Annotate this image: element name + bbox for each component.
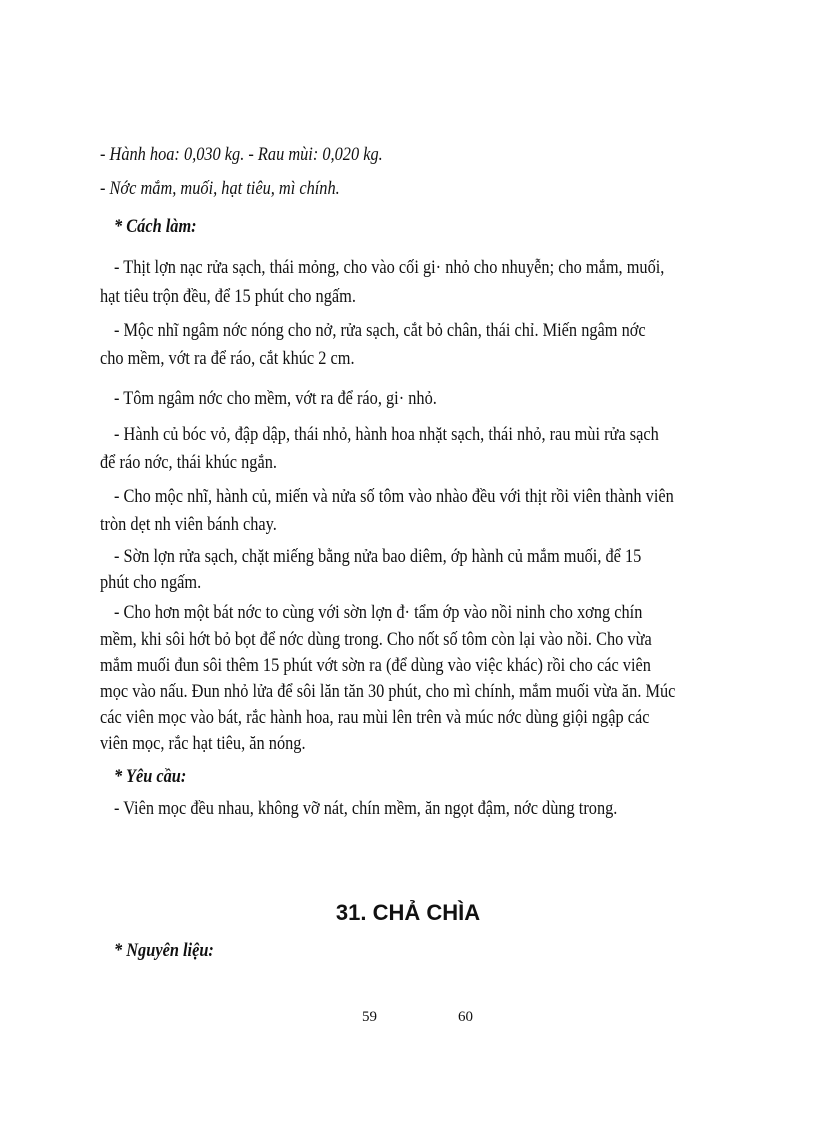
paragraph-line: viên mọc, rắc hạt tiêu, ăn nóng. — [100, 733, 306, 754]
ingredient-line-nuoc-mam: - Nớc mắm, muối, hạt tiêu, mì chính. — [100, 178, 340, 199]
paragraph-line: - Cho mộc nhĩ, hành củ, miến và nửa số tôm vào nhào đều với thịt rồi viên thành viên — [114, 486, 674, 507]
recipe-title: 31. CHẢ CHÌA — [335, 900, 481, 925]
paragraph-line: hạt tiêu trộn đều, để 15 phút cho ngấm. — [100, 286, 356, 307]
paragraph-line: - Hành củ bóc vỏ, đập dập, thái nhỏ, hành hoa nhặt sạch, thái nhỏ, rau mùi rửa sạch — [114, 424, 659, 445]
paragraph-line: phút cho ngấm. — [100, 572, 202, 593]
paragraph-line: để ráo nớc, thái khúc ngắn. — [100, 452, 277, 473]
paragraph-line: mắm muối đun sôi thêm 15 phút vớt sờn ra (để dùng vào việc khác) rồi cho các viên — [100, 655, 651, 676]
paragraph-line: cho mềm, vớt ra để ráo, cắt khúc 2 cm. — [100, 348, 355, 369]
paragraph-line: - Viên mọc đều nhau, không vỡ nát, chín mềm, ăn ngọt đậm, nớc dùng trong. — [114, 798, 618, 819]
paragraph-line: - Cho hơn một bát nớc to cùng với sờn lợn đ· tẩm ớp vào nồi ninh cho xơng chín — [114, 602, 643, 623]
paragraph-line: - Tôm ngâm nớc cho mềm, vớt ra để ráo, gi· nhỏ. — [114, 388, 437, 409]
paragraph-line: các viên mọc vào bát, rắc hành hoa, rau mùi lên trên và múc nớc dùng giội ngập các — [100, 707, 650, 728]
section-heading-cach-lam: * Cách làm: — [114, 216, 197, 237]
section-heading-nguyen-lieu: * Nguyên liệu: — [114, 940, 214, 961]
paragraph-line: mềm, khi sôi hớt bỏ bọt để nớc dùng trong. Cho nốt số tôm còn lại vào nồi. Cho vừa — [100, 629, 652, 650]
paragraph-line: tròn dẹt nh viên bánh chay. — [100, 514, 277, 535]
paragraph-line: - Mộc nhĩ ngâm nớc nóng cho nở, rửa sạch, cắt bỏ chân, thái chỉ. Miến ngâm nớc — [114, 320, 646, 341]
paragraph-line: - Sờn lợn rửa sạch, chặt miếng bằng nửa bao diêm, ớp hành củ mắm muối, để 15 — [114, 546, 642, 567]
paragraph-line: mọc vào nấu. Đun nhỏ lửa để sôi lăn tăn 30 phút, cho mì chính, mắm muối vừa ăn. Múc — [100, 681, 676, 702]
page-number-right: 60 — [458, 1009, 473, 1025]
section-heading-yeu-cau: * Yêu cầu: — [114, 766, 187, 787]
paragraph-line: - Thịt lợn nạc rửa sạch, thái mỏng, cho vào cối gi· nhỏ cho nhuyễn; cho mắm, muối, — [114, 257, 665, 278]
page-number-left: 59 — [362, 1009, 377, 1025]
ingredient-line-hanh-hoa: - Hành hoa: 0,030 kg. - Rau mùi: 0,020 kg. — [100, 144, 383, 165]
